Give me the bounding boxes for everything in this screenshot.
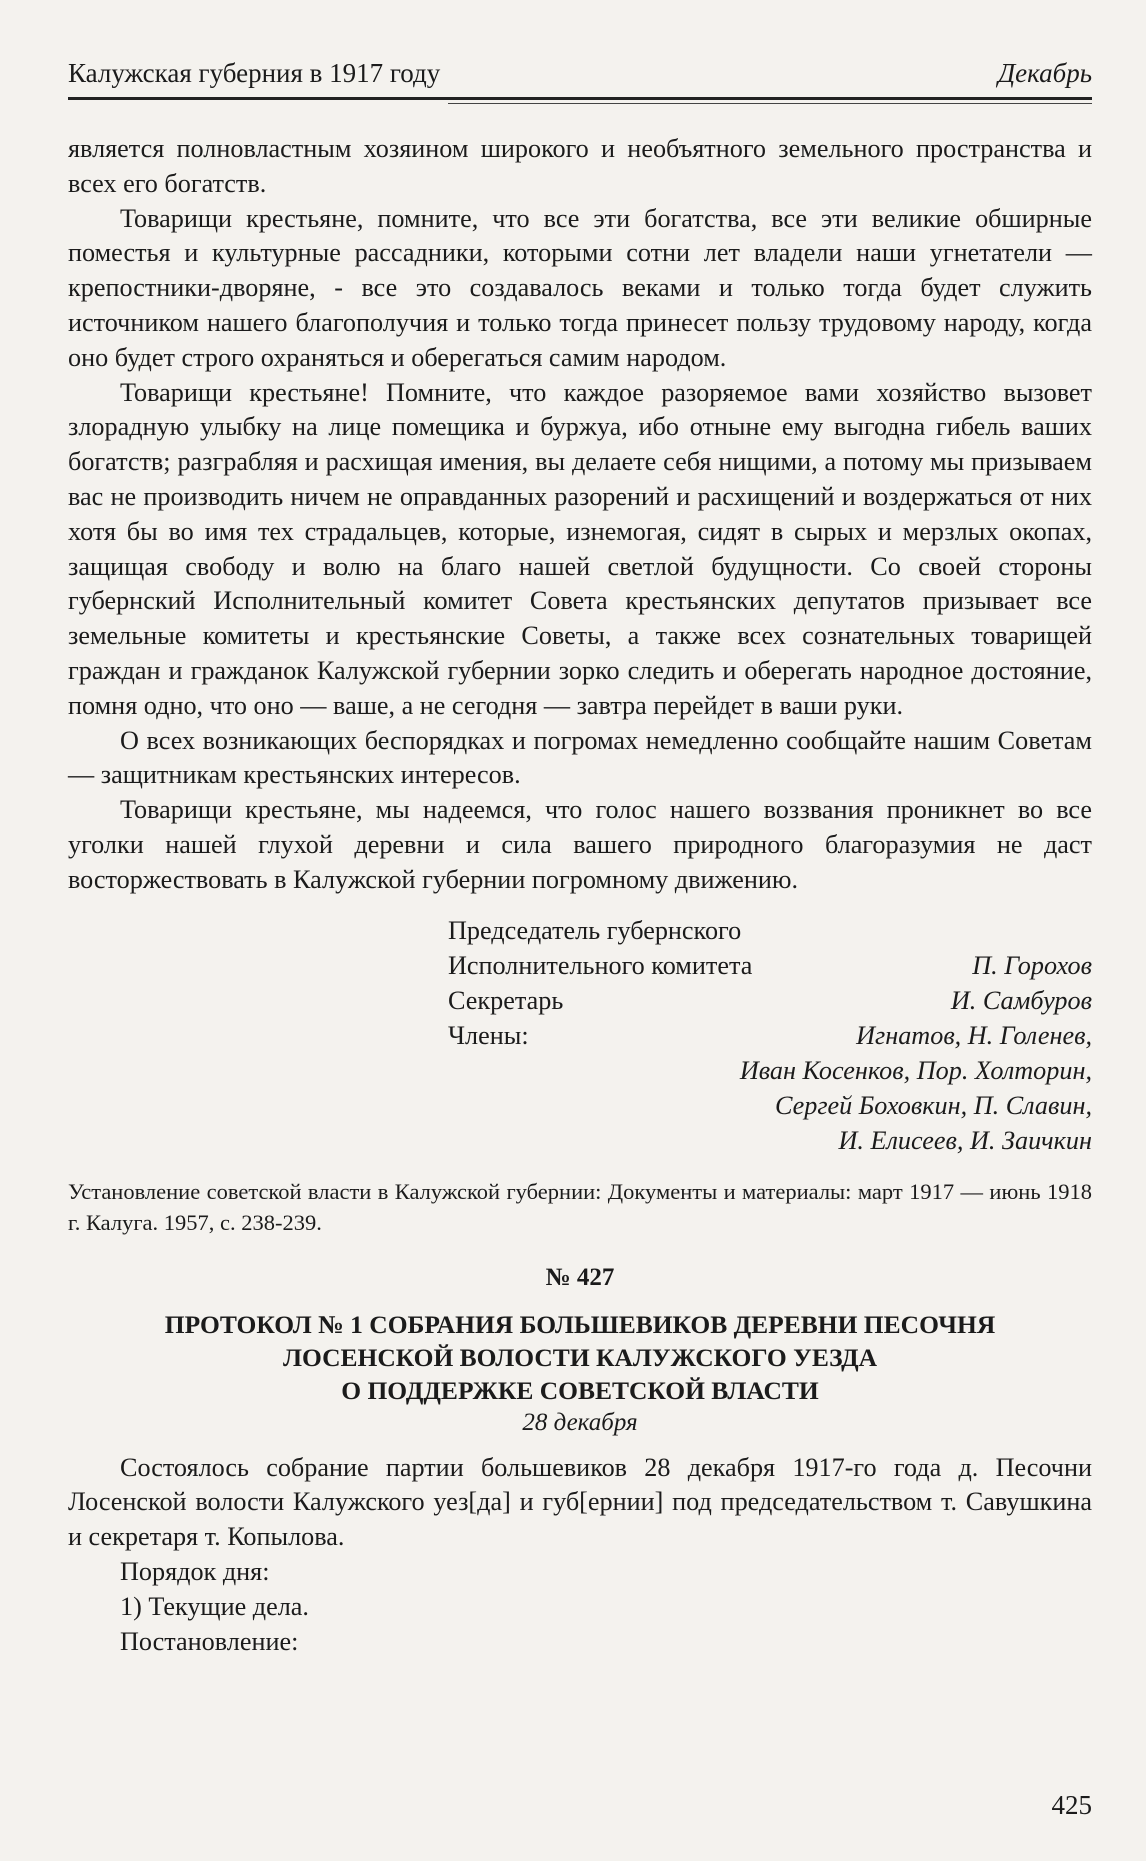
title-line: О ПОДДЕРЖКЕ СОВЕТСКОЙ ВЛАСТИ (341, 1375, 819, 1405)
document-number: № 427 (545, 1263, 615, 1291)
book-page (68, 60, 1092, 1659)
secretary-label: Секретарь (448, 985, 564, 1015)
resolution-label: Постановление: (120, 1626, 299, 1656)
paragraph: О всех возникающих беспорядках и погромах немедленно сообщайте нашим Советам — защитникам крестьянских интересов. (68, 725, 1092, 790)
document-date: 28 декабря (522, 1408, 638, 1436)
paragraph: Состоялось собрание партии большевиков 28 декабря 1917-го года д. Песочни Лосенской волости Калужского уез[да] и губ[ернии] под председательством т. Савушкина и секретаря т. Копылова. (68, 1452, 1092, 1552)
members-line: Иван Косенков, Пор. Холторин, (739, 1055, 1092, 1085)
members-line: И. Елисеев, И. Заичкин (838, 1125, 1092, 1155)
chair-label-row (448, 914, 1092, 949)
agenda-item: 1) Текущие дела. (120, 1591, 309, 1621)
running-header (68, 60, 1092, 95)
chair-label: Председатель губернского (448, 915, 742, 945)
chair-row (448, 949, 1092, 984)
members-row (448, 1019, 1092, 1054)
paragraph: Товарищи крестьяне! Помните, что каждое разоряемое вами хозяйство вызовет злорадную улыбку на лице помещика и буржуа, ибо отныне ему выгодна гибель ваших богатств; разграбляя и расхищая имения, вы делаете себя нищими, а потому мы призываем вас не производить ничем не оправданных разорений и расхищений и воздержаться от них хотя бы во имя тех страдальцев, которые, изнемогая, сидят в сырых и мерзлых окопах, защищая свободу и волю на благо нашей светлой будущности. Со своей стороны губернский Исполнительный комитет Совета крестьянских депутатов призывает все земельные комитеты и крестьянские Советы, а также всех сознательных товарищей граждан и гражданок Калужской губернии зорко следить и оберегать народное достояние, помня одно, что оно — ваше, а не сегодня — завтра перейдет в ваши руки. (68, 377, 1092, 720)
paragraph: является полновластным хозяином широкого и необъятного земельного пространства и всех его богатств. (68, 134, 1092, 198)
signature-block (68, 914, 1092, 1164)
header-rule (68, 97, 1092, 100)
title-line: ПРОТОКОЛ № 1 СОБРАНИЯ БОЛЬШЕВИКОВ ДЕРЕВНИ ПЕСОЧНЯ (164, 1309, 996, 1339)
header-title: Калужская губерния в 1917 году (68, 58, 441, 88)
header-month: Декабрь (998, 58, 1092, 88)
paragraph: Товарищи крестьяне, мы надеемся, что голос нашего воззвания проникнет во все уголки нашей глухой деревни и сила вашего природного благоразумия не даст восторжествовать в Калужской губернии погромному движению. (68, 795, 1092, 894)
members-line: Игнатов, Н. Голенев, (856, 1020, 1092, 1050)
document-title (68, 1308, 1092, 1407)
source-citation: Установление советской власти в Калужской губернии: Документы и материалы: март 1917 — июнь 1918 г. Калуга. 1957, с. 238-239. (68, 1178, 1092, 1235)
members-line: Сергей Боховкин, П. Славин, (774, 1090, 1092, 1120)
secretary-row (448, 984, 1092, 1019)
title-line: ЛОСЕНСКОЙ ВОЛОСТИ КАЛУЖСКОГО УЕЗДА (282, 1342, 878, 1372)
members-label: Члены: (448, 1020, 529, 1050)
chair-label-2: Исполнительного комитета (448, 950, 753, 980)
agenda-label: Порядок дня: (120, 1556, 270, 1586)
protocol-text (68, 1451, 1092, 1660)
chair-name: П. Горохов (972, 950, 1092, 980)
appeal-text (68, 132, 1092, 898)
secretary-name: И. Самбуров (950, 985, 1092, 1015)
header-rule-thin (448, 103, 1092, 104)
paragraph: Товарищи крестьяне, помните, что все эти богатства, все эти великие обширные поместья и культурные рассадники, которыми сотни лет владели наши угнетатели — крепостники-дворяне, - все это создавалось веками и только тогда будет служить источником нашего благополучия и только тогда принесет пользу трудовому народу, когда оно будет строго охраняться и оберегаться самим народом. (68, 203, 1092, 372)
page-number: 425 (1051, 1790, 1092, 1820)
